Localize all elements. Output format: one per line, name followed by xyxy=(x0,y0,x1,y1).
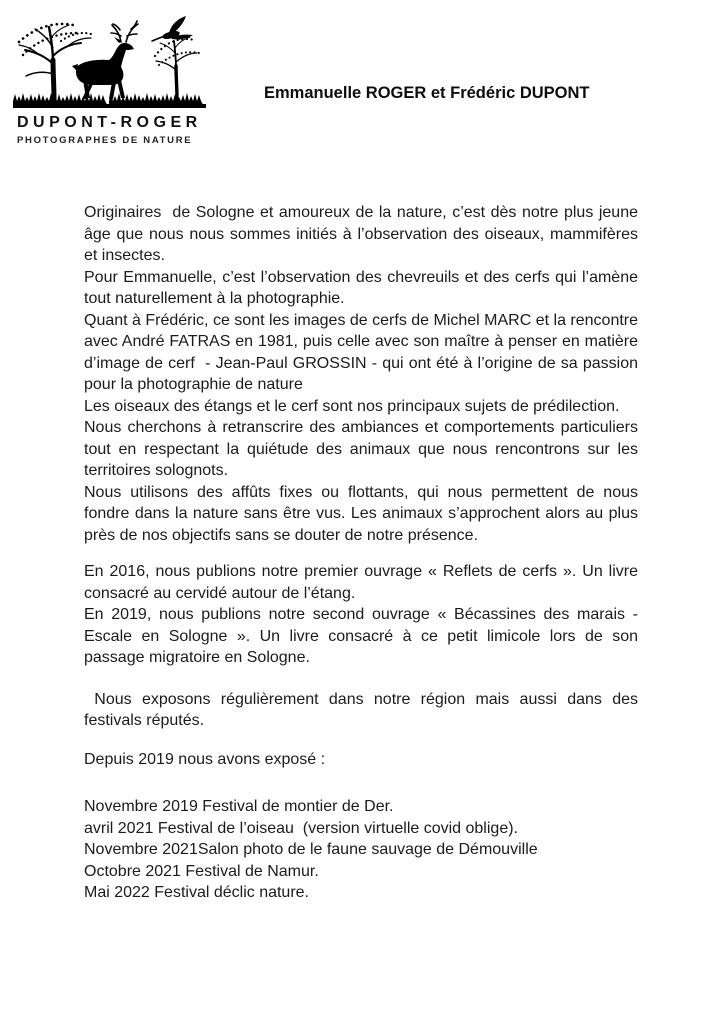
spacer xyxy=(84,546,638,561)
exhibition-list xyxy=(84,796,638,904)
authors-heading: Emmanuelle ROGER et Frédéric DUPONT xyxy=(264,84,590,102)
paragraph-intro: Originaires de Sologne et amoureux de la nature, c’est dès notre plus jeune âge que nous nous sommes initiés à l’observation des oiseaux, mammifères et insectes. xyxy=(84,204,638,264)
exhibition-item: Novembre 2021Salon photo de le faune sauvage de Démouville xyxy=(84,841,538,858)
logo-title: DUPONT-ROGER xyxy=(17,114,202,131)
logo xyxy=(13,12,223,146)
logo-art xyxy=(13,12,218,109)
exhibition-item: Octobre 2021 Festival de Namur. xyxy=(84,862,319,880)
paragraph-livre-2016: En 2016, nous publions notre premier ouvrage « Reflets de cerfs ». Un livre consacré au cervidé autour de l’étang. xyxy=(84,563,638,602)
small-tree-icon xyxy=(155,37,199,100)
paragraph-affuts: Nous utilisons des affûts fixes ou flottants, qui nous permettent de nous fondre dans la nature sans être vus. Les animaux s’approchent alors au plus près de nos objectifs sans se douter de notre présence. xyxy=(84,483,638,544)
paragraph-ambiances: Nous cherchons à retranscrire des ambiances et comportements particuliers tout en respectant la quiétude des animaux que nous rencontrons sur les territoires solognots. xyxy=(84,419,638,479)
spacer xyxy=(84,732,638,749)
paragraph-expositions: Nous exposons régulièrement dans notre région mais aussi dans des festivals réputés. xyxy=(84,690,638,729)
logo-subtitle: PHOTOGRAPHES DE NATURE xyxy=(17,135,193,146)
paragraph-depuis-2019: Depuis 2019 nous avons exposé : xyxy=(84,750,326,768)
spacer xyxy=(84,770,638,796)
paragraph-frederic: Quant à Frédéric, ce sont les images de cerfs de Michel MARC et la rencontre avec André FATRAS en 1981, puis celle avec son maître à penser en matière d’image de cerf - Jean-Paul GROSSIN - qui ont été à l’origine de sa passion pour la photographie de nature xyxy=(84,311,639,393)
paragraph-livre-2019: En 2019, nous publions notre second ouvrage « Bécassines des marais - Escale en Sologne ». Un livre consacré à ce petit limicole lors de son passage migratoire en Sologne. xyxy=(84,606,638,666)
paragraph-sujets: Les oiseaux des étangs et le cerf sont nos principaux sujets de prédilection. xyxy=(84,397,620,415)
bird-icon xyxy=(152,16,193,41)
exhibition-item: Novembre 2019 Festival de montier de Der. xyxy=(84,798,394,815)
exhibition-item: Mai 2022 Festival déclic nature. xyxy=(84,884,309,901)
tree-icon xyxy=(19,24,94,100)
exhibition-item: avril 2021 Festival de l’oiseau (version virtuelle covid oblige). xyxy=(84,819,518,837)
paragraph-emmanuelle: Pour Emmanuelle, c’est l’observation des chevreuils et des cerfs qui l’amène tout naturellement à la photographie. xyxy=(84,268,638,307)
document-body xyxy=(84,202,638,904)
spacer xyxy=(84,669,638,689)
